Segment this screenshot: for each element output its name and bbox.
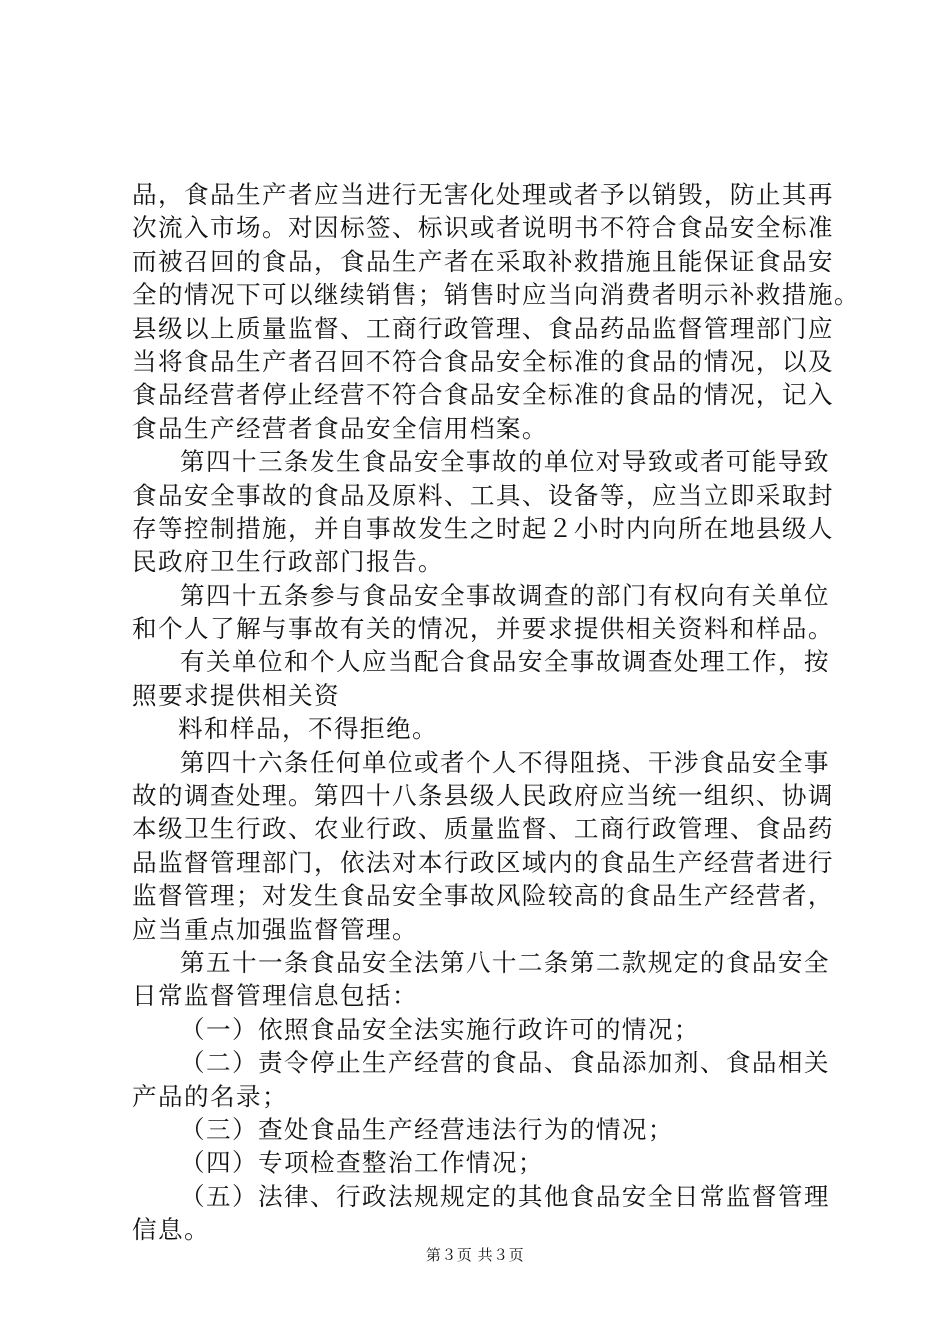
paragraph-start-line: 第四十五条参与食品安全事故调查的部门有权向有关单位 <box>180 580 830 610</box>
text-line: 民政府卫生行政部门报告。 <box>132 547 444 577</box>
list-item-line: （二）责令停止生产经营的食品、食品添加剂、食品相关 <box>180 1048 830 1078</box>
text-line: 食品经营者停止经营不符合食品安全标准的食品的情况，记入 <box>132 380 834 410</box>
text-line: 次流入市场。对因标签、标识或者说明书不符合食品安全标准 <box>132 213 834 243</box>
text-line: 食品安全事故的食品及原料、工具、设备等，应当立即采取封 <box>132 480 834 510</box>
text-line: 照要求提供相关资 <box>132 680 340 710</box>
text-line: 本级卫生行政、农业行政、质量监督、工商行政管理、食品药 <box>132 814 834 844</box>
list-item-line: （五）法律、行政法规规定的其他食品安全日常监督管理 <box>180 1181 830 1211</box>
text-line: 品，食品生产者应当进行无害化处理或者予以销毁，防止其再 <box>132 180 834 209</box>
text-line: 存等控制措施，并自事故发生之时起２小时内向所在地县级人 <box>132 513 834 543</box>
paragraph-start-line: 第五十一条食品安全法第八十二条第二款规定的食品安全 <box>180 947 830 977</box>
list-item-line: （四）专项检查整治工作情况； <box>180 1148 544 1178</box>
paragraph-start-line: 有关单位和个人应当配合食品安全事故调查处理工作，按 <box>180 647 830 677</box>
text-line: 产品的名录； <box>132 1081 288 1111</box>
text-line: 县级以上质量监督、工商行政管理、食品药品监督管理部门应 <box>132 313 834 343</box>
text-line: 品监督管理部门，依法对本行政区域内的食品生产经营者进行 <box>132 847 834 877</box>
document-body <box>132 178 860 1247</box>
list-item-line: （一）依照食品安全法实施行政许可的情况； <box>180 1014 700 1044</box>
text-line: 日常监督管理信息包括： <box>132 981 418 1011</box>
list-item-line: （三）查处食品生产经营违法行为的情况； <box>180 1114 674 1144</box>
page-footer: 第３页 共３页 <box>425 1246 525 1264</box>
text-line: 信息。 <box>132 1215 210 1245</box>
text-line: 应当重点加强监督管理。 <box>132 914 418 944</box>
paragraph-start-line: 第四十三条发生食品安全事故的单位对导致或者可能导致 <box>180 447 830 477</box>
text-line: 食品生产经营者食品安全信用档案。 <box>132 413 548 443</box>
paragraph-start-line: 第四十六条任何单位或者个人不得阻挠、干涉食品安全事 <box>180 747 830 777</box>
text-line: 故的调查处理。第四十八条县级人民政府应当统一组织、协调 <box>132 781 834 811</box>
text-line: 监督管理；对发生食品安全事故风险较高的食品生产经营者， <box>132 881 834 911</box>
text-line: 当将食品生产者召回不符合食品安全标准的食品的情况，以及 <box>132 346 834 376</box>
text-line: 和个人了解与事故有关的情况，并要求提供相关资料和样品。 <box>132 614 834 644</box>
paragraph-start-line: 料和样品，不得拒绝。 <box>178 714 438 744</box>
text-line: 而被召回的食品，食品生产者在采取补救措施且能保证食品安 <box>132 246 834 276</box>
text-line: 全的情况下可以继续销售；销售时应当向消费者明示补救措施。 <box>132 280 860 310</box>
